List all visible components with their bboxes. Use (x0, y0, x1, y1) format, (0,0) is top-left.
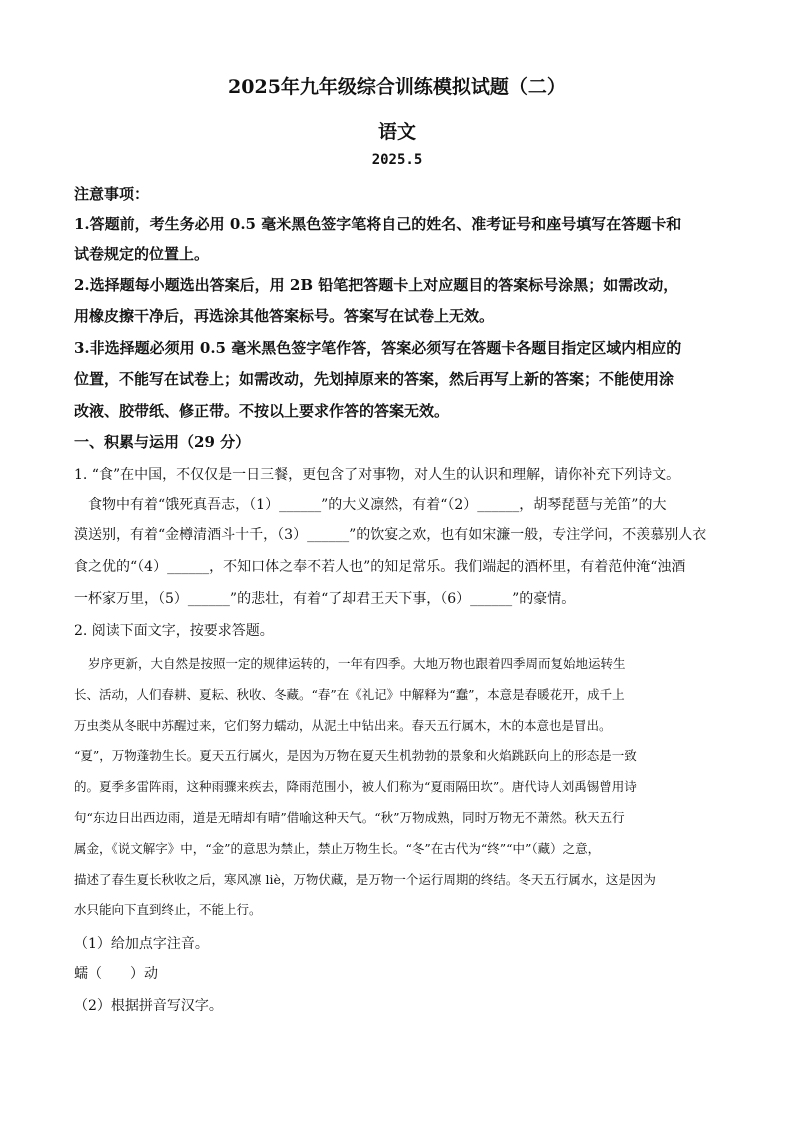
notice-heading: 注意事项： (74, 185, 150, 203)
passage-line: 水只能向下直到终止，不能上行。 (74, 902, 262, 917)
notice-line: 用橡皮擦干净后，再选涂其他答案标号。答案写在试卷上无效。 (74, 307, 495, 325)
section-heading: 一、积累与运用（29 分） (74, 433, 251, 451)
notice-line: 3.非选择题必须用 0.5 毫米黑色签字笔作答，答案必须写在答题卡各题目指定区域内相应的 (74, 339, 682, 357)
passage-line: 岁序更新，大自然是按照一定的规律运转的，一年有四季。大地万物也跟着四季周而复始地运转生 (88, 656, 626, 671)
subject-title: 语文 (377, 121, 416, 143)
question-stem: 2. 阅读下面文字，按要求答题。 (74, 623, 274, 639)
exam-title: 2025年九年级综合训练模拟试题（二） (228, 76, 566, 98)
passage-line: 万虫类从冬眠中苏醒过来，它们努力蠕动，从泥土中钻出来。春天五行属木，木的本意也是冒出。 (74, 718, 612, 733)
notice-line: 改液、胶带纸、修正带。不按以上要求作答的答案无效。 (74, 402, 450, 420)
notice-line: 1.答题前，考生务必用 0.5 毫米黑色签字笔将自己的姓名、准考证号和座号填写在答题卡和 (74, 215, 682, 233)
answer-blank: 蠕（ ）动 (74, 966, 158, 982)
passage-line: 描述了春生夏长秋收之后，寒风凛 liè，万物伏藏，是万物一个运行周期的终结。冬天五行属水，这是因为 (74, 872, 656, 887)
question-stem: 1. “食”在中国，不仅仅是一日三餐，更包含了对事物，对人生的认识和理解，请你补充下列诗文。 (74, 467, 681, 483)
question-text-line: 食之优的“（4）______，不知口体之奉不若人也”的知足常乐。我们端起的酒杯里，有着范仲淹“浊酒 (74, 559, 686, 575)
passage-line: 属金，《说文解字》中，“金”的意思为禁止，禁止万物生长。“冬”在古代为“终”“中”（藏）之意， (74, 841, 601, 856)
question-text-line: 食物中有着“饿死真吾志，（1）______”的大义凛然，有着“（2）______，胡琴琵琶与羌笛”的大 (88, 497, 667, 513)
sub-question: （2）根据拼音写汉字。 (74, 998, 223, 1014)
notice-line: 2.选择题每小题选出答案后，用 2B 铅笔把答题卡上对应题目的答案标号涂黑；如需改动， (74, 276, 679, 294)
passage-line: 的。夏季多雷阵雨，这种雨骤来疾去，降雨范围小，被人们称为“夏雨隔田坎”。唐代诗人刘禹锡曾用诗 (74, 779, 637, 794)
notice-line: 位置，不能写在试卷上；如需改动，先划掉原来的答案，然后再写上新的答案；不能使用涂 (74, 370, 675, 388)
passage-line: 句“东边日出西边雨，道是无晴却有晴”借喻这种天气。“秋”万物成熟，同时万物无不萧然。秋天五行 (74, 810, 625, 825)
sub-question: （1）给加点字注音。 (74, 936, 209, 952)
passage-line: 长、活动，人们春耕、夏耘、秋收、冬藏。“春”在《礼记》中解释为“蠢”，本意是春暖花开，成千上 (74, 687, 625, 702)
question-text-line: 一杯家万里，（5）______”的悲壮，有着“了却君王天下事，（6）______”的豪情。 (74, 591, 576, 607)
passage-line: “夏”，万物蓬勃生长。夏天五行属火，是因为万物在夏天生机勃勃的景象和火焰跳跃向上的形态是一致 (74, 748, 637, 763)
question-text-line: 漠送别，有着“金樽清酒斗十千，（3）______”的饮宴之欢，也有如宋濂一般，专注学问，不羡慕别人衣 (74, 527, 707, 543)
exam-date: 2025.5 (371, 152, 423, 168)
notice-line: 试卷规定的位置上。 (74, 245, 210, 263)
